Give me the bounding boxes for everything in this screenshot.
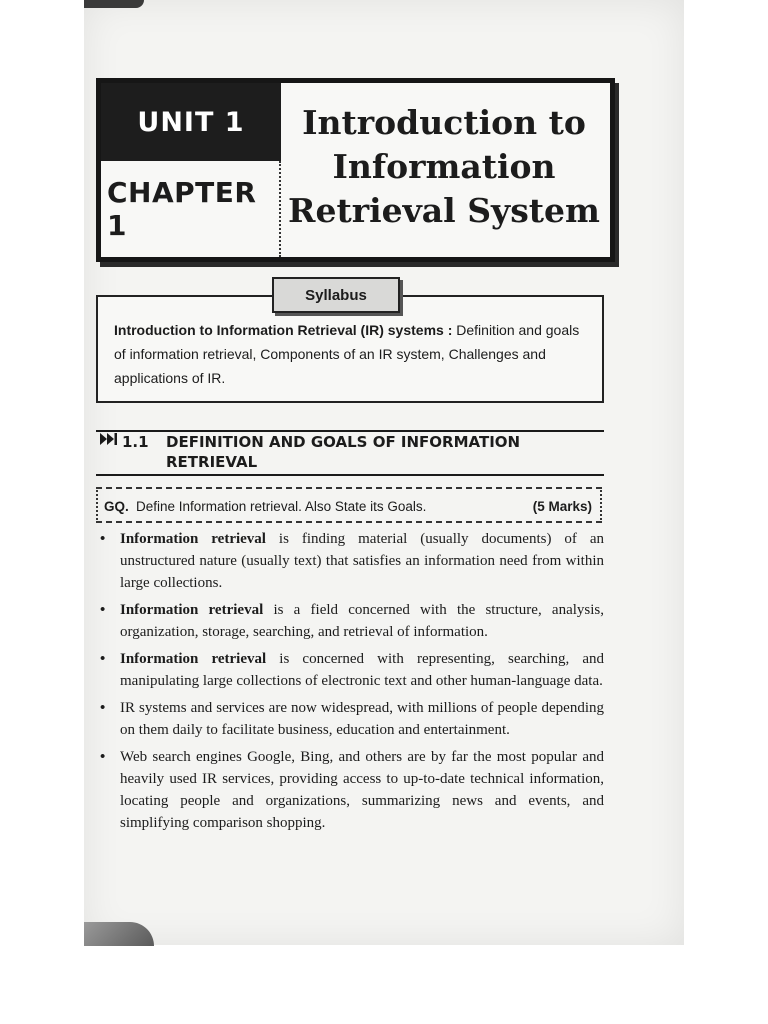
bullet-text: IR systems and services are now widespread, with millions of people depending on them daily to facilitate business, education and entertainment. (120, 700, 604, 738)
bullet-list (98, 528, 604, 839)
section-number: 1.1 (122, 433, 149, 451)
chapter-title-line: Introduction to (302, 103, 586, 142)
bullet-term: Information retrieval (120, 651, 267, 667)
chapter-title (283, 101, 605, 251)
bullet-dot: • (100, 602, 106, 618)
bullet-dot: • (100, 700, 106, 716)
header-divider (279, 161, 281, 257)
syllabus-tab: Syllabus (272, 277, 400, 313)
question-label: GQ. (104, 499, 129, 514)
list-item (98, 648, 604, 692)
bullet-dot: • (100, 531, 106, 547)
fast-forward-icon (100, 432, 118, 453)
bullet-text: is concerned with representing, searching, and manipulating large collections of electronic text and other human-language data. (120, 651, 604, 689)
question-box (96, 487, 602, 523)
section-title: DEFINITION AND GOALS OF INFORMATION RETRIEVAL (166, 433, 521, 471)
bullet-term: Information retrieval (120, 531, 266, 547)
list-item (98, 697, 604, 741)
section-rule-bottom (96, 474, 604, 476)
list-item (98, 528, 604, 594)
question-text: Define Information retrieval. Also State its Goals. (136, 499, 427, 514)
chapter-header-box (96, 78, 615, 262)
syllabus-body: Definition and goals of information retrieval, Components of an IR system, Challenges and applications of IR. (114, 322, 580, 386)
page-corner-curl-bottom (84, 922, 154, 946)
bullet-text: Web search engines Google, Bing, and others are by far the most popular and heavily used IR services, providing access to up-to-date technical information, locating people and organizations, summarizing news and events, and simplifying comparison shopping. (120, 749, 604, 831)
bullet-term: Information retrieval (120, 602, 264, 618)
page-corner-shadow-top (84, 0, 144, 8)
chapter-title-line: Information (332, 147, 556, 186)
question-marks: (5 Marks) (532, 499, 592, 514)
bullet-text: is a field concerned with the structure, analysis, organization, storage, searching, and retrieval of information. (120, 602, 604, 640)
chapter-title-line: Retrieval System (288, 191, 600, 230)
bullet-dot: • (100, 749, 106, 765)
unit-label: UNIT 1 (101, 83, 281, 161)
bullet-text: is finding material (usually documents) of an unstructured nature (usually text) that satisfies an information need from within large collections. (120, 531, 604, 591)
syllabus-text (114, 318, 586, 390)
chapter-label: CHAPTER 1 (107, 176, 257, 242)
list-item (98, 746, 604, 834)
syllabus-lead: Introduction to Information Retrieval (IR) systems : (114, 322, 453, 338)
bullet-dot: • (100, 651, 106, 667)
list-item (98, 599, 604, 643)
